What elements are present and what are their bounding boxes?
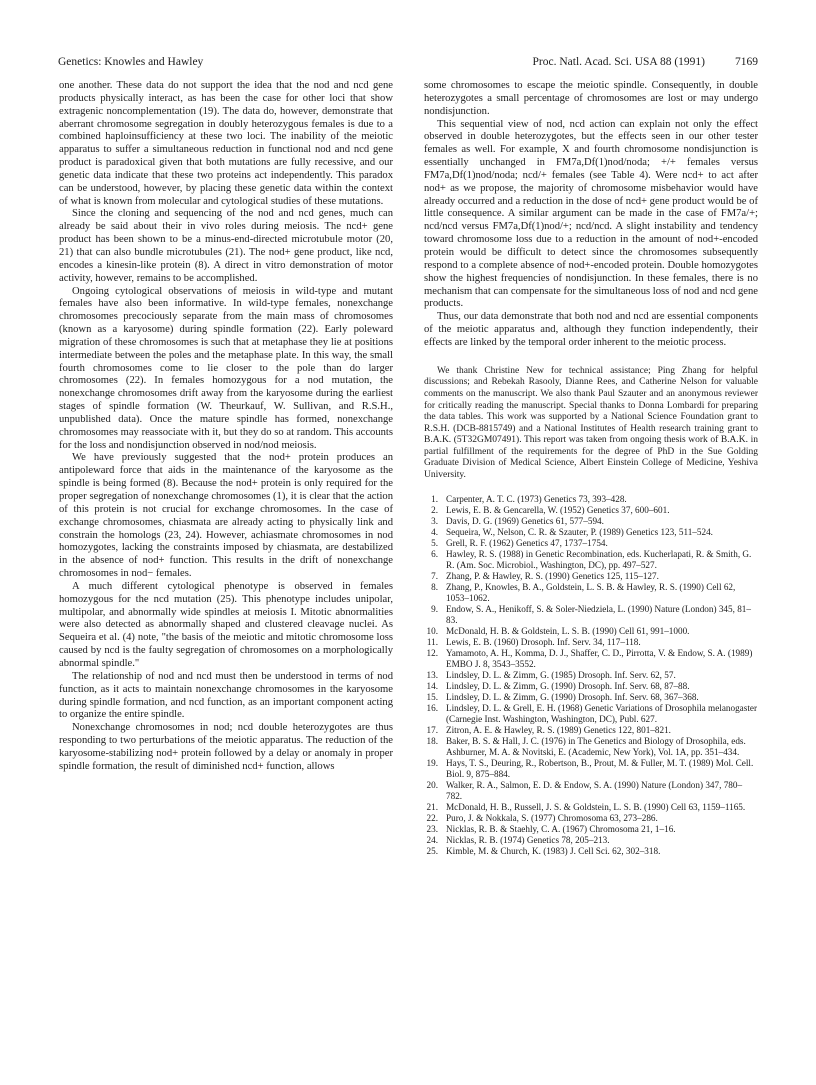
- reference-item: [424, 505, 758, 516]
- reference-text: Nicklas, R. B. (1974) Genetics 78, 205–213.: [446, 834, 610, 845]
- reference-item: [424, 813, 758, 824]
- reference-text: Grell, R. F. (1962) Genetics 47, 1737–1754.: [446, 537, 608, 548]
- reference-number: 22.: [426, 812, 438, 823]
- reference-item: [424, 582, 758, 604]
- reference-item: [424, 637, 758, 648]
- reference-item: [424, 648, 758, 670]
- reference-item: [424, 670, 758, 681]
- reference-item: [424, 725, 758, 736]
- reference-number: 21.: [426, 801, 438, 812]
- reference-number: 5.: [431, 537, 438, 548]
- reference-item: [424, 802, 758, 813]
- reference-text: Carpenter, A. T. C. (1973) Genetics 73, 393–428.: [446, 493, 627, 504]
- reference-item: [424, 494, 758, 505]
- body-paragraph: A much different cytological phenotype is observed in females homozygous for the ncd mutation (25). This phenotype includes unipolar, multipolar, and abnormally wide spindles at meiosis I. Mitotic abnormalities were also detected as abnormally shaped and clustered cleavage nuclei. As Sequeira et al. (4) note, "the basis of the meiotic and mitotic chromosome loss caused by ncd is the faulty segregation of chromosomes on a morphologically abnormal spindle.": [59, 580, 393, 669]
- header-page-number: 7169: [735, 56, 758, 68]
- reference-text: McDonald, H. B., Russell, J. S. & Goldstein, L. S. B. (1990) Cell 63, 1159–1165.: [446, 801, 746, 812]
- reference-number: 14.: [426, 680, 438, 691]
- reference-text: Lindsley, D. L. & Zimm, G. (1990) Drosoph. Inf. Serv. 68, 367–368.: [446, 691, 699, 702]
- reference-number: 4.: [431, 526, 438, 537]
- running-header: [58, 56, 758, 72]
- reference-number: 24.: [426, 834, 438, 845]
- reference-item: [424, 516, 758, 527]
- reference-text: Baker, B. S. & Hall, J. C. (1976) in The Genetics and Biology of Drosophila, eds. Ashburner, M. A. & Novitski, E. (Academic, New York), Vol. 1A, pp. 351–434.: [446, 735, 746, 757]
- reference-item: [424, 780, 758, 802]
- reference-item: [424, 527, 758, 538]
- reference-number: 7.: [431, 570, 438, 581]
- reference-item: [424, 824, 758, 835]
- body-paragraph: We have previously suggested that the nod+ protein produces an antipoleward force that aids in the maintenance of the karyosome as the spindle is being formed (8). Because the nod+ protein is only required for the proper segregation of nonexchange chromosomes (1), it is clear that the action of this protein is not crucial for exchange chromosomes. In the case of exchange chromosomes, chiasmata are already acting to physically link and constrain the homologs (23, 24). However, achiasmate chromosomes in nod homozygotes, lacking the constraints imposed by chiasmata, are destabilized in the absence of nod+ function. This results in the drift of nonexchange chromosomes in nod− females.: [59, 452, 393, 580]
- reference-number: 11.: [426, 636, 438, 647]
- reference-item: [424, 736, 758, 758]
- reference-number: 20.: [426, 779, 438, 790]
- reference-text: McDonald, H. B. & Goldstein, L. S. B. (1990) Cell 61, 991–1000.: [446, 625, 690, 636]
- reference-text: Yamamoto, A. H., Komma, D. J., Shaffer, C. D., Pirrotta, V. & Endow, S. A. (1989) EMBO J. 8, 3543–3552.: [446, 647, 753, 669]
- right-column: [424, 80, 758, 857]
- body-paragraph: Thus, our data demonstrate that both nod and ncd are essential components of the meiotic apparatus and, although they function independently, their effects are linked by the temporal order inherent to the meiotic process.: [424, 311, 758, 348]
- reference-number: 17.: [426, 724, 438, 735]
- reference-number: 8.: [431, 581, 438, 592]
- reference-text: Walker, R. A., Salmon, E. D. & Endow, S. A. (1990) Nature (London) 347, 780–782.: [446, 779, 743, 801]
- reference-item: [424, 835, 758, 846]
- reference-item: [424, 549, 758, 571]
- reference-item: [424, 681, 758, 692]
- reference-number: 18.: [426, 735, 438, 746]
- reference-item: [424, 538, 758, 549]
- reference-number: 15.: [426, 691, 438, 702]
- reference-text: Sequeira, W., Nelson, C. R. & Szauter, P. (1989) Genetics 123, 511–524.: [446, 526, 713, 537]
- reference-text: Hawley, R. S. (1988) in Genetic Recombination, eds. Kucherlapati, R. & Smith, G. R. (Am. Soc. Microbiol., Washington, DC), pp. 497–527.: [446, 548, 752, 570]
- body-paragraph: some chromosomes to escape the meiotic spindle. Consequently, in double heterozygotes a small percentage of chromosomes are lost or may undergo nondisjunction.: [424, 80, 758, 117]
- reference-number: 1.: [431, 493, 438, 504]
- reference-item: [424, 604, 758, 626]
- reference-number: 3.: [431, 515, 438, 526]
- body-paragraph: Nonexchange chromosomes in nod; ncd double heterozygotes are thus responding to two perturbations of the meiotic apparatus. The reduction of the karyosome-stabilizing nod+ protein followed by a delay or anomaly in proper spindle formation, the result of diminished ncd+ function, allows: [59, 722, 393, 772]
- reference-number: 2.: [431, 504, 438, 515]
- left-column: [59, 80, 393, 774]
- reference-number: 13.: [426, 669, 438, 680]
- reference-text: Lindsley, D. L. & Zimm, G. (1985) Drosoph. Inf. Serv. 62, 57.: [446, 669, 676, 680]
- body-paragraph: Since the cloning and sequencing of the nod and ncd genes, much can already be said about their in vivo roles during meiosis. The ncd+ gene product has been shown to be a minus-end-directed microtubule motor (20, 21) that can also bundle microtubules (21). The nod+ gene product, like ncd, encodes a kinesin-like protein (8). A direct in vitro demonstration of motor activity, however, remains to be accomplished.: [59, 208, 393, 284]
- reference-item: [424, 692, 758, 703]
- reference-number: 9.: [431, 603, 438, 614]
- reference-number: 10.: [426, 625, 438, 636]
- reference-number: 19.: [426, 757, 438, 768]
- reference-text: Lewis, E. B. & Gencarella, W. (1952) Genetics 37, 600–601.: [446, 504, 670, 515]
- reference-text: Zhang, P. & Hawley, R. S. (1990) Genetics 125, 115–127.: [446, 570, 659, 581]
- reference-text: Zhang, P., Knowles, B. A., Goldstein, L. S. B. & Hawley, R. S. (1990) Cell 62, 1053–1062.: [446, 581, 736, 603]
- reference-text: Davis, D. G. (1969) Genetics 61, 577–594.: [446, 515, 604, 526]
- reference-item: [424, 846, 758, 857]
- reference-item: [424, 626, 758, 637]
- body-paragraph: Ongoing cytological observations of meiosis in wild-type and mutant females have also been informative. In wild-type females, nonexchange chromosomes precociously separate from the main mass of chromosomes (known as a karyosome) during spindle formation (22). Early poleward migration of these chromosomes is such that at metaphase they lie at positions intermediate between the poles and the metaphase plate. In this way, the small fourth chromosomes come to lie closer to the pole than do larger chromosomes (22). In females homozygous for a nod mutation, the nonexchange chromosomes drift away from the karyosome during the earliest stages of spindle formation (W. Theurkauf, W. Sullivan, and R.S.H., unpublished data). Once the mature spindle has formed, nonexchange chromosomes may reassociate with it, but they do so at random. This accounts for the loss and nondisjunction observed in nod/nod meiosis.: [59, 285, 393, 451]
- reference-item: [424, 571, 758, 582]
- body-paragraph: one another. These data do not support the idea that the nod and ncd gene products physically interact, as has been the case for other loci that show extragenic noncomplementation (19). The data do, however, demonstrate that aberrant chromosome segregation in doubly heterozygous females is due to a combined haploinsufficiency at these two loci. The inability of the meiotic apparatus to suffer a simultaneous reduction in functional nod and ncd gene product is paradoxical given that both mutations are fully recessive, and our genetic data indicate that these two proteins act independently. This paradox can be understood, however, by placing these genetic data within the context of what is known from molecular and cytological studies of these mutations.: [59, 80, 393, 207]
- reference-text: Lewis, E. B. (1960) Drosoph. Inf. Serv. 34, 117–118.: [446, 636, 641, 647]
- reference-text: Endow, S. A., Henikoff, S. & Soler-Niedziela, L. (1990) Nature (London) 345, 81–83.: [446, 603, 751, 625]
- reference-item: [424, 758, 758, 780]
- reference-text: Kimble, M. & Church, K. (1983) J. Cell Sci. 62, 302–318.: [446, 845, 661, 856]
- reference-text: Hays, T. S., Deuring, R., Robertson, B., Prout, M. & Fuller, M. T. (1989) Mol. Cell. Biol. 9, 875–884.: [446, 757, 754, 779]
- reference-text: Lindsley, D. L. & Zimm, G. (1990) Drosoph. Inf. Serv. 68, 87–88.: [446, 680, 690, 691]
- reference-list: [424, 494, 758, 857]
- body-paragraph: The relationship of nod and ncd must then be understood in terms of nod function, as it acts to maintain nonexchange chromosomes in the karyosome during spindle formation, and ncd function, as an important component acting to organize the entire spindle.: [59, 670, 393, 721]
- reference-number: 12.: [426, 647, 438, 658]
- acknowledgment: We thank Christine New for technical assistance; Ping Zhang for helpful discussions; and Rebekah Rasooly, Dianne Rees, and Catherine Nelson for valuable comments on the manuscript. We also thank Paul Szauter and an anonymous reviewer for critically reading the manuscript. Special thanks to Donna Lombardi for preparing the data tables. This work was supported by a National Science Foundation grant to R.S.H. (DCB-8815749) and a National Institutes of Health research training grant to B.A.K. (5T32GM07491). This report was taken from ongoing thesis work of B.A.K. in partial fulfillment of the requirements for the degree of PhD in the Sue Golding Graduate Division of Medical Science, Albert Einstein College of Medicine, Yeshiva University.: [424, 365, 758, 481]
- reference-text: Puro, J. & Nokkala, S. (1977) Chromosoma 63, 273–286.: [446, 812, 658, 823]
- reference-text: Nicklas, R. B. & Staehly, C. A. (1967) Chromosoma 21, 1–16.: [446, 823, 676, 834]
- reference-text: Zitron, A. E. & Hawley, R. S. (1989) Genetics 122, 801–821.: [446, 724, 671, 735]
- header-journal: Proc. Natl. Acad. Sci. USA 88 (1991): [532, 56, 705, 68]
- body-paragraph: This sequential view of nod, ncd action can explain not only the effect observed in double heterozygotes, but the effects seen in our other tester females as well. For example, X and fourth chromosome nondisjunction is essentially unchanged in FM7a,Df(1)nod/noda; +/+ females versus FM7a,Df(1)nod/noda; ncd/+ females (see Table 4). Were ncd+ to act after nod+ as we propose, the majority of chromosome misbehavior would have already occurred and a reduction in the dose of ncd+ gene product would be of little consequence. A similar argument can be made in the case of FM7a/+; ncd/ncd versus FM7a,Df(1)nod/+; ncd/ncd. A slight instability and tendency toward chromosome loss due to a reduction in the amount of nod+-encoded protein would be difficult to detect since the chromosomes subsequently respond to a complete absence of nod+-encoded protein. Double homozygotes show the highest frequencies of nondisjunction. In these females, there is no mechanism that can compensate for the simultaneous loss of nod and ncd gene products.: [424, 118, 758, 310]
- reference-number: 23.: [426, 823, 438, 834]
- reference-item: [424, 703, 758, 725]
- reference-number: 16.: [426, 702, 438, 713]
- header-section-title: Genetics: Knowles and Hawley: [58, 56, 204, 68]
- reference-number: 25.: [426, 845, 438, 856]
- reference-text: Lindsley, D. L. & Grell, E. H. (1968) Genetic Variations of Drosophila melanogaster (Carnegie Inst. Washington, Washington, DC), Publ. 627.: [446, 702, 758, 724]
- reference-number: 6.: [431, 548, 438, 559]
- header-journal-info: [533, 56, 758, 68]
